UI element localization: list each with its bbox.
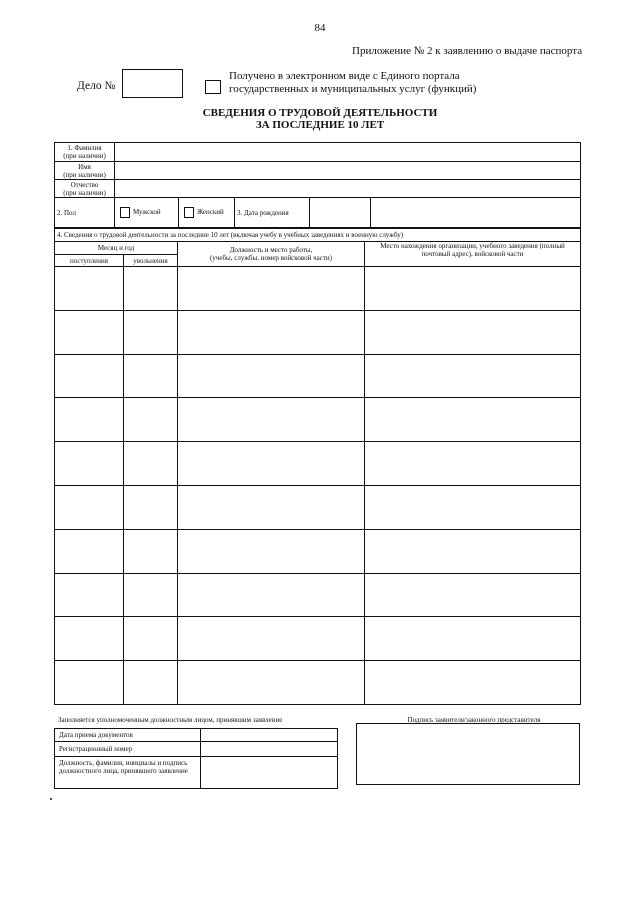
surname-field[interactable] [115, 143, 581, 162]
work-position-cell[interactable] [178, 442, 365, 486]
start-header: поступления [55, 255, 124, 267]
male-label: Мужской [133, 208, 161, 217]
work-position-cell[interactable] [178, 354, 365, 398]
work-start-cell[interactable] [55, 398, 124, 442]
work-end-cell[interactable] [124, 310, 178, 354]
position-header-line2: (учебы, службы, номер войсковой части) [210, 254, 332, 262]
case-number-field[interactable] [122, 69, 183, 98]
work-end-cell[interactable] [124, 354, 178, 398]
work-row [55, 529, 581, 573]
work-start-cell[interactable] [55, 267, 124, 311]
work-location-cell[interactable] [365, 485, 581, 529]
patronymic-label-line2: (при наличии) [63, 188, 106, 197]
work-location-cell[interactable] [365, 310, 581, 354]
work-location-cell[interactable] [365, 442, 581, 486]
work-end-cell[interactable] [124, 529, 178, 573]
work-start-cell[interactable] [55, 310, 124, 354]
location-header-line2: почтовый адрес), войсковой части [421, 250, 524, 258]
work-row [55, 617, 581, 661]
work-start-cell[interactable] [55, 573, 124, 617]
office-row-label: Регистрационный номер [55, 742, 201, 757]
signature-caption: Подпись заявителя/законного представителя [407, 716, 541, 724]
work-end-cell[interactable] [124, 661, 178, 705]
name-label-line2: (при наличии) [63, 170, 106, 179]
signature-field[interactable] [356, 723, 580, 785]
work-location-cell[interactable] [365, 661, 581, 705]
office-row-label: Должность, фамилия, инициалы и подпись должностного лица, принявшего заявление [55, 757, 201, 789]
work-position-cell[interactable] [178, 267, 365, 311]
form-title [0, 107, 640, 131]
work-start-cell[interactable] [55, 529, 124, 573]
work-position-cell[interactable] [178, 485, 365, 529]
sex-male-cell [115, 198, 179, 228]
work-row [55, 442, 581, 486]
work-location-cell[interactable] [365, 617, 581, 661]
work-row [55, 310, 581, 354]
birth-date-extra-field[interactable] [371, 198, 581, 228]
month-year-header: Месяц и год [55, 242, 178, 255]
patronymic-label-line1: Отчество [70, 180, 99, 189]
location-header [365, 242, 581, 267]
work-location-cell[interactable] [365, 398, 581, 442]
name-field[interactable] [115, 162, 581, 180]
male-checkbox[interactable] [120, 207, 130, 218]
portal-caption-line1: Получено в электронном виде с Единого портала [229, 70, 460, 82]
work-rows [55, 267, 581, 705]
office-row-value[interactable] [201, 742, 338, 757]
work-position-cell[interactable] [178, 310, 365, 354]
portal-caption [229, 70, 476, 96]
personal-info-table [54, 142, 581, 228]
office-caption: Заполняется уполномоченным должностным лицом, принявшим заявление [58, 716, 283, 724]
female-checkbox[interactable] [184, 207, 194, 218]
birth-date-field[interactable] [310, 198, 371, 228]
female-label: Женский [197, 208, 224, 217]
work-row [55, 267, 581, 311]
office-row-value[interactable] [201, 729, 338, 742]
work-position-cell[interactable] [178, 529, 365, 573]
work-row [55, 661, 581, 705]
work-end-cell[interactable] [124, 398, 178, 442]
end-header: увольнения [124, 255, 178, 267]
work-row [55, 573, 581, 617]
work-position-cell[interactable] [178, 617, 365, 661]
name-label [55, 162, 115, 180]
work-location-cell[interactable] [365, 529, 581, 573]
work-location-cell[interactable] [365, 267, 581, 311]
sex-female-cell [179, 198, 235, 228]
portal-caption-line2: государственных и муниципальных услуг (функций) [229, 83, 477, 95]
form-title-line1: СВЕДЕНИЯ О ТРУДОВОЙ ДЕЯТЕЛЬНОСТИ [202, 107, 438, 119]
work-location-cell[interactable] [365, 354, 581, 398]
name-label-line1: Имя [78, 162, 91, 171]
work-row [55, 398, 581, 442]
office-table [54, 728, 338, 789]
location-header-line1: Место нахождения организации, учебного заведения (полный [380, 242, 565, 250]
patronymic-label [55, 180, 115, 198]
form-title-line2: ЗА ПОСЛЕДНИЕ 10 ЛЕТ [255, 119, 385, 131]
work-end-cell[interactable] [124, 267, 178, 311]
work-history-table [54, 228, 581, 705]
position-header [178, 242, 365, 267]
work-start-cell[interactable] [55, 354, 124, 398]
birth-date-label: 3. Дата рождения [235, 198, 310, 228]
work-end-cell[interactable] [124, 617, 178, 661]
work-start-cell[interactable] [55, 485, 124, 529]
office-row-value[interactable] [201, 757, 338, 789]
work-start-cell[interactable] [55, 661, 124, 705]
work-end-cell[interactable] [124, 485, 178, 529]
office-row-label: Дата приема документов [55, 729, 201, 742]
work-start-cell[interactable] [55, 617, 124, 661]
patronymic-field[interactable] [115, 180, 581, 198]
work-position-cell[interactable] [178, 661, 365, 705]
page-number: 84 [314, 22, 326, 34]
work-location-cell[interactable] [365, 573, 581, 617]
surname-label-line2: (при наличии) [63, 152, 106, 160]
work-position-cell[interactable] [178, 398, 365, 442]
position-header-line1: Должность и место работы, [229, 246, 313, 254]
work-end-cell[interactable] [124, 573, 178, 617]
surname-label-line1: 1. Фамилия [67, 144, 102, 152]
work-start-cell[interactable] [55, 442, 124, 486]
work-row [55, 354, 581, 398]
scan-speck [50, 798, 52, 800]
work-end-cell[interactable] [124, 442, 178, 486]
portal-checkbox[interactable] [205, 80, 221, 94]
work-section-label: 4. Сведения о трудовой деятельности за последние 10 лет (включая учебу в учебных заведениях и военную службу) [55, 229, 581, 242]
work-position-cell[interactable] [178, 573, 365, 617]
surname-label [55, 143, 115, 162]
case-number-label: Дело № [77, 80, 116, 92]
appendix-caption: Приложение № 2 к заявлению о выдаче паспорта [352, 45, 583, 57]
work-row [55, 485, 581, 529]
sex-label: 2. Пол [55, 198, 115, 228]
